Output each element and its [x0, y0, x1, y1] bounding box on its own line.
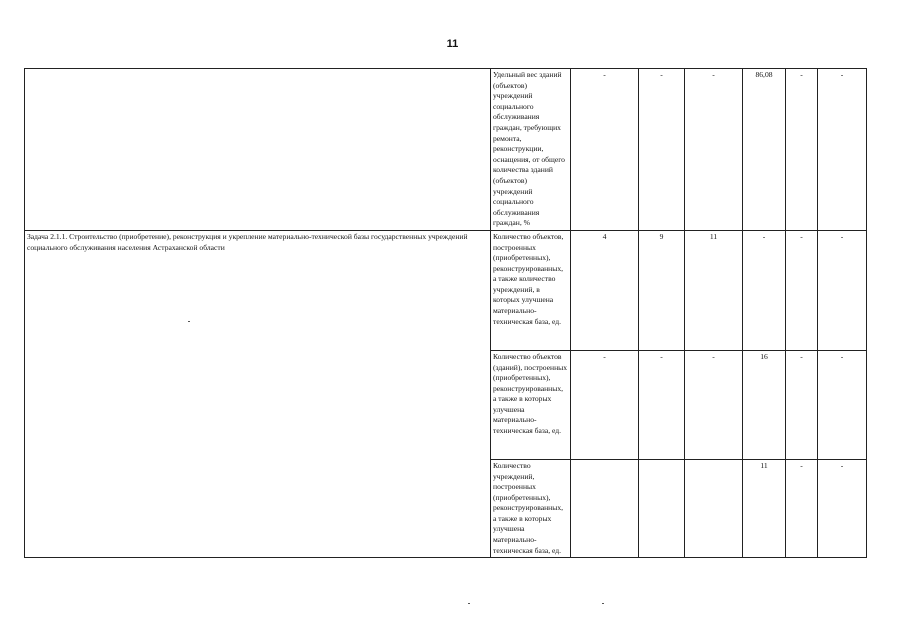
- scan-speck: [602, 603, 604, 604]
- value-cell: -: [818, 69, 867, 231]
- page-number: 11: [446, 38, 459, 50]
- value-cell: -: [571, 350, 639, 459]
- value-cell: -: [685, 350, 743, 459]
- value-cell: -: [639, 69, 685, 231]
- indicator-cell: Количество объектов (зданий), построенных (приобретенных), реконструированных, а также в которых улучшена материально-техническая база, ед.: [491, 350, 571, 459]
- indicator-cell: Количество объектов, построенных (приобретенных), реконструированных, а также количество учреждений, в которых улучшена материально-техническая база, ед.: [491, 230, 571, 350]
- indicator-cell: Количество учреждений, построенных (приобретенных), реконструированных, а также в которых улучшена материально-техническая база, ед.: [491, 459, 571, 557]
- indicators-table: [24, 68, 867, 558]
- value-cell: -: [639, 350, 685, 459]
- value-cell: [685, 459, 743, 557]
- value-cell: -: [786, 230, 818, 350]
- value-cell: 11: [743, 459, 786, 557]
- value-cell: -: [786, 459, 818, 557]
- value-cell: -: [685, 69, 743, 231]
- value-cell: -: [818, 230, 867, 350]
- value-cell: -: [818, 459, 867, 557]
- value-cell: -: [743, 230, 786, 350]
- value-cell: 16: [743, 350, 786, 459]
- table-row: [25, 69, 867, 231]
- value-cell: -: [786, 350, 818, 459]
- value-cell: 86,08: [743, 69, 786, 231]
- indicator-cell: Удельный вес зданий (объектов) учреждений социального обслуживания граждан, требующих ремонта, реконструкции, оснащения, от общего количества зданий (объектов) учреждений социального обслуживания граждан, %: [491, 69, 571, 231]
- value-cell: 9: [639, 230, 685, 350]
- value-cell: -: [571, 69, 639, 231]
- task-description: Задача 2.1.1. Строительство (приобретение), реконструкция и укрепление материально-технической базы государственных учреждений социального обслуживания населения Астраханской области: [25, 230, 491, 557]
- value-cell: -: [818, 350, 867, 459]
- scan-speck: [468, 603, 470, 604]
- task-cell-empty: [25, 69, 491, 231]
- table-row: [25, 230, 867, 350]
- scan-speck: [188, 321, 190, 322]
- value-cell: [571, 459, 639, 557]
- value-cell: 11: [685, 230, 743, 350]
- value-cell: -: [786, 69, 818, 231]
- value-cell: [639, 459, 685, 557]
- value-cell: 4: [571, 230, 639, 350]
